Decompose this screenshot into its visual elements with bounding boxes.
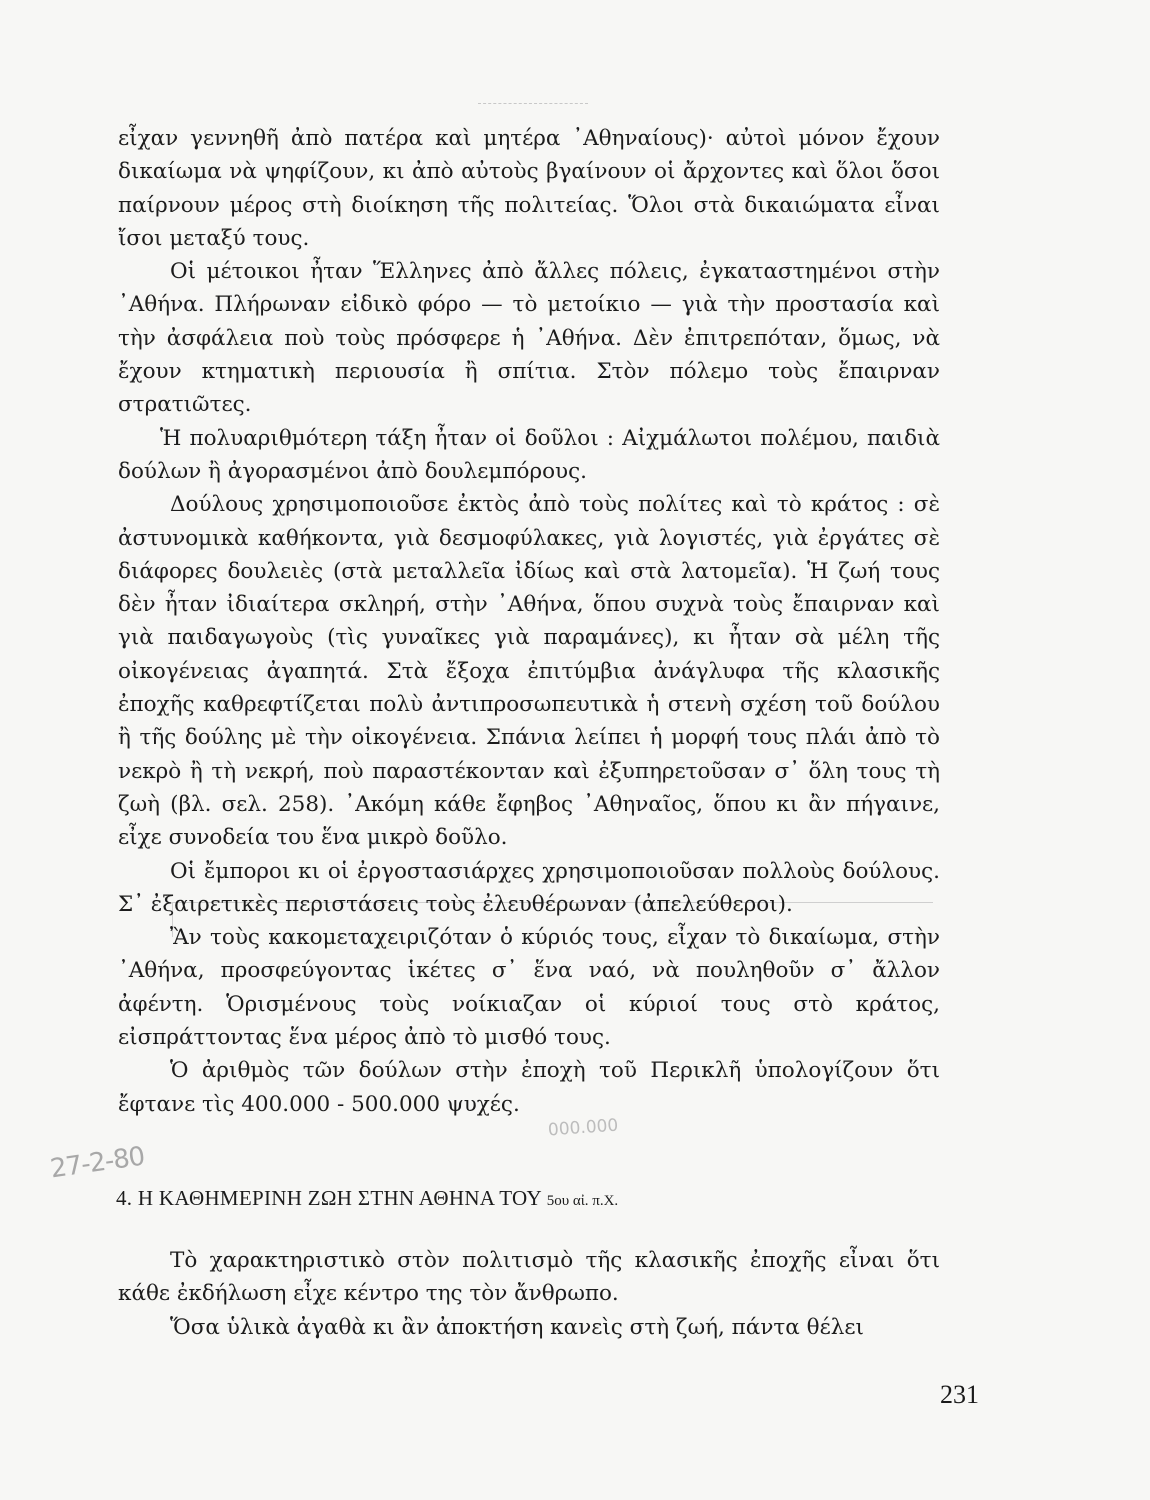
section-heading-title: 4. Η ΚΑΘΗΜΕΡΙΝΗ ΖΩΗ ΣΤΗΝ ΑΘΗΝΑ ΤΟΥ xyxy=(116,1186,542,1210)
paragraph-mistreatment: Ἂν τοὺς κακομεταχειριζόταν ὁ κύριός τους, εἶχαν τὸ δικαίωμα, στὴν ᾿Αθήνα, προσφεύγοντας ἱκέτες σ᾿ ἕνα ναό, νὰ πουληθοῦν σ᾿ ἄλλον ἀφέντη. Ὁρισμένους τοὺς νοίκιαζαν οἱ κύριοί τους στὸ κράτος, εἰσπράττοντας ἕνα μέρος ἀπὸ τὸ μισθό τους. xyxy=(118,925,940,1051)
handwritten-date-note: 27-2-80 xyxy=(48,1141,147,1185)
scan-artifact xyxy=(478,103,588,104)
pencil-mark: 000.000 xyxy=(547,1115,619,1141)
section-heading-suffix: 5ου αἰ. π.Χ. xyxy=(546,1193,619,1209)
body-text xyxy=(118,122,940,1121)
paragraph-material-goods: Ὅσα ὑλικὰ ἀγαθὰ κι ἂν ἀποκτήση κανεὶς στὴ ζωή, πάντα θέλει xyxy=(170,1314,864,1340)
page-number: 231 xyxy=(940,1380,979,1409)
section-heading xyxy=(116,1183,946,1216)
section-text xyxy=(118,1244,940,1344)
paragraph-slave-count: Ὁ ἀριθμὸς τῶν δούλων στὴν ἐποχὴ τοῦ Περικλῆ ὑπολογίζουν ὅτι ἔφτανε τὶς 400.000 - 500.000 ψυχές. xyxy=(118,1058,940,1117)
paragraph-metics: Οἱ μέτοικοι ἦταν Ἕλληνες ἀπὸ ἄλλες πόλεις, ἐγκαταστημένοι στὴν ᾿Αθήνα. Πλήρωναν εἰδικὸ φόρο — τὸ μετοίκιο — γιὰ τὴν προστασία καὶ τὴν ἀσφάλεια ποὺ τοὺς πρόσφερε ἡ ᾿Αθήνα. Δὲν ἐπιτρεπόταν, ὅμως, νὰ ἔχουν κτηματικὴ περιουσία ἢ σπίτια. Στὸν πόλεμο τοὺς ἔπαιρναν στρατιῶτες. xyxy=(118,259,940,418)
paragraph-slave-uses: Δούλους χρησιμοποιοῦσε ἐκτὸς ἀπὸ τοὺς πολίτες καὶ τὸ κράτος : σὲ ἀστυνομικὰ καθήκοντα, γιὰ δεσμοφύλακες, γιὰ λογιστές, γιὰ ἐργάτες σὲ διάφορες δουλειὲς (στὰ μεταλλεῖα ἰδίως καὶ στὰ λατομεῖα). Ἡ ζωή τους δὲν ἦταν ἰδιαίτερα σκληρή, στὴν ᾿Αθήνα, ὅπου συχνὰ τοὺς ἔπαιρναν καὶ γιὰ παιδαγωγοὺς (τὶς γυναῖκες γιὰ παραμάνες), κι ἦταν σὰ μέλη τῆς οἰκογένειας ἀγαπητά. Στὰ ἔξοχα ἐπιτύμβια ἀνάγλυφα τῆς κλασικῆς ἐποχῆς καθρεφτίζεται πολὺ ἀντιπροσωπευτικὰ ἡ στενὴ σχέση τοῦ δούλου ἢ τῆς δούλης μὲ τὴν οἰκογένεια. Σπάνια λείπει ἡ μορφή τους πλάι ἀπὸ τὸ νεκρὸ ἢ τὴ νεκρή, ποὺ παραστέκονταν καὶ ἐξυπηρετοῦσαν σ᾿ ὅλη τους τὴ ζωὴ (βλ. σελ. 258). ᾿Ακόμη κάθε ἔφηβος ᾿Αθηναῖος, ὅπου κι ἂν πήγαινε, εἶχε συνοδεία του ἕνα μικρὸ δοῦλο. xyxy=(118,492,940,851)
paragraph-slaves: Ἡ πολυαριθμότερη τάξη ἦταν οἱ δοῦλοι : Αἰχμάλωτοι πολέμου, παιδιὰ δούλων ἢ ἀγορασμένοι ἀπὸ δουλεμπόρους. xyxy=(118,425,940,484)
paragraph-merchants: Οἱ ἔμποροι κι οἱ ἐργοστασιάρχες χρησιμοποιοῦσαν πολλοὺς δούλους. Σ᾿ ἐξαιρετικὲς περιστάσεις τοὺς ἐλευθέρωναν (ἀπελεύθεροι). xyxy=(118,858,940,917)
paragraph-classical-culture: Τὸ χαρακτηριστικὸ στὸν πολιτισμὸ τῆς κλασικῆς ἐποχῆς εἶναι ὅτι κάθε ἐκδήλωση εἶχε κέντρο της τὸν ἄνθρωπο. xyxy=(118,1248,940,1307)
paragraph-citizens: εἶχαν γεννηθῆ ἀπὸ πατέρα καὶ μητέρα ᾿Αθηναίους)· αὐτοὶ μόνον ἔχουν δικαίωμα νὰ ψηφίζουν, κι ἀπὸ αὐτοὺς βγαίνουν οἱ ἄρχοντες καὶ ὅλοι ὅσοι παίρνουν μέρος στὴ διοίκηση τῆς πολιτείας. Ὅλοι στὰ δικαιώματα εἶναι ἴσοι μεταξύ τους. xyxy=(118,126,940,251)
